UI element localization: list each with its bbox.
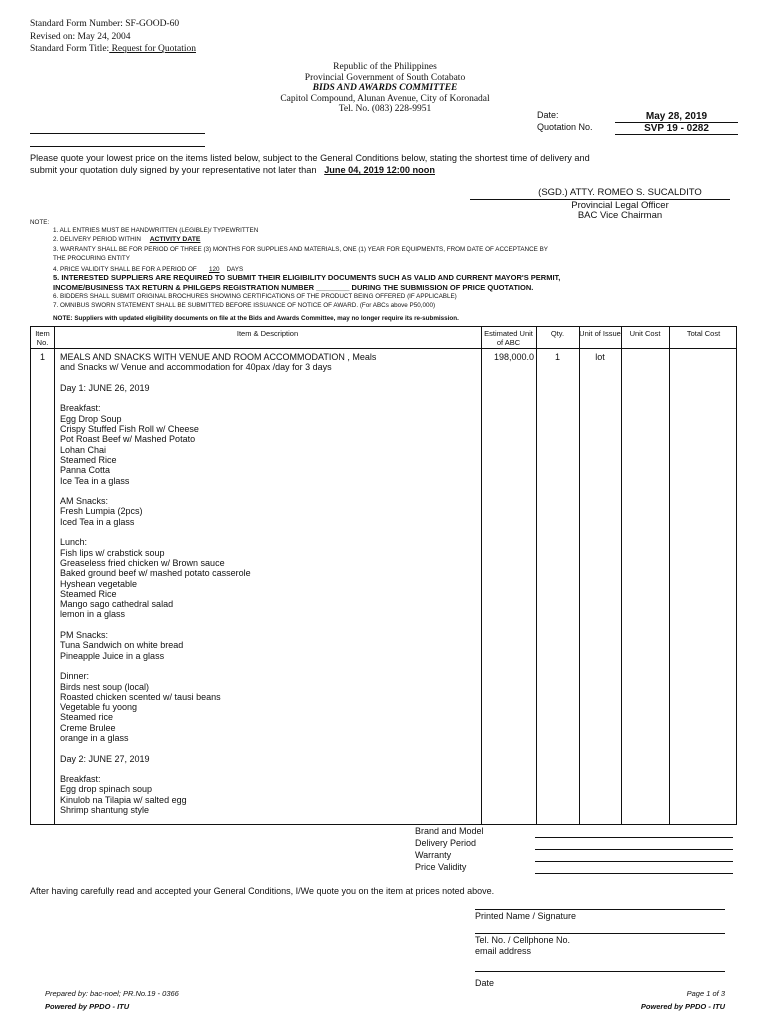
qty-cell: 1 [554, 352, 560, 362]
description-line: Day 1: JUNE 26, 2019 [60, 382, 150, 393]
note-3a: 3. WARRANTY SHALL BE FOR PERIOD OF THREE (3) MONTHS FOR SUPPLIES AND MATERIALS, ONE (1) YEAR FOR EQUIPMENTS, FROM DATE OF ACCEPTANCE BY [53, 246, 548, 254]
description-line: Fish lips w/ crabstick soup [60, 547, 165, 558]
powered-by-right: Powered by PPDO - ITU [640, 1002, 725, 1011]
note-1: 1. ALL ENTRIES MUST BE HANDWRITTEN (LEGIBLE)/ TYPEWRITTEN [53, 227, 259, 235]
col-divider-4 [579, 327, 580, 824]
description-line: Crispy Stuffed Fish Roll w/ Cheese [60, 424, 199, 435]
description-line: Birds nest soup (local) [60, 681, 150, 692]
acceptance-statement: After having carefully read and accepted your General Conditions, I/We quote you on the item at prices noted above. [30, 886, 495, 896]
agency-committee: BIDS AND AWARDS COMMITTEE [312, 83, 458, 93]
prepared-by: Prepared by: bac-noel; PR.No.19 - 0366 [45, 989, 179, 998]
description-line [60, 764, 478, 774]
form-header [30, 18, 196, 56]
description-line: Day 2: JUNE 27, 2019 [60, 753, 150, 764]
agency-tel: Tel. No. (083) 228-9951 [338, 104, 432, 114]
supplier-name-line [30, 133, 205, 134]
col-divider-2 [481, 327, 482, 824]
intro-text [30, 152, 690, 176]
date-sign-label: Date [475, 978, 495, 988]
note-7: 7. OMNIBUS SWORN STATEMENT SHALL BE SUBMITTED BEFORE ISSUANCE OF NOTICE OF AWARD. (For ABCs above P50,000) [53, 301, 436, 309]
description-line: Vegetable fu yoong [60, 702, 138, 713]
items-table [30, 326, 737, 825]
th-item-no: Item No. [35, 329, 50, 347]
description-line: Steamed rice [60, 712, 114, 723]
quotation-value: SVP 19 - 0282 [615, 123, 738, 135]
description-line: Breakfast: [60, 403, 101, 414]
description-cell [60, 352, 478, 815]
tel-label: Tel. No. / Cellphone No. [475, 935, 571, 945]
description-line: Lunch: [60, 537, 88, 548]
note-3b: THE PROCURING ENTITY [53, 254, 130, 262]
th-unit-cost: Unit Cost [629, 329, 661, 338]
brand-label: Brand and Model [415, 826, 484, 836]
warranty-label: Warranty [415, 850, 452, 860]
description-line: Shrimp shantung style [60, 805, 150, 816]
date-label: Date: [537, 110, 559, 120]
signature-line [475, 909, 725, 910]
estimated-cell: 198,000.0 [493, 352, 534, 362]
quotation-label: Quotation No. [537, 122, 593, 132]
agency-block [200, 62, 570, 115]
description-line: Fresh Lumpia (2pcs) [60, 506, 143, 517]
description-line: Lohan Chai [60, 444, 107, 455]
validity-line [535, 873, 733, 874]
page-number: Page 1 of 3 [686, 989, 725, 998]
agency-line-2: Provincial Government of South Cotabato [304, 72, 466, 83]
brand-line [535, 837, 733, 838]
description-line: Panna Cotta [60, 465, 111, 476]
description-line: orange in a glass [60, 732, 129, 743]
description-line: Greaseless fried chicken w/ Brown sauce [60, 557, 225, 568]
description-line: MEALS AND SNACKS WITH VENUE AND ROOM ACCOMMODATION , Meals [60, 352, 377, 362]
description-line: Iced Tea in a glass [60, 516, 135, 527]
th-unit-of-issue: Unit of Issue [579, 329, 621, 338]
description-line: Baked ground beef w/ mashed potato casserole [60, 568, 251, 579]
description-line: Egg drop spinach soup [60, 784, 153, 795]
description-line: Steamed Rice [60, 454, 117, 465]
note-5b: INCOME/BUSINESS TAX RETURN & PHILGEPS REGISTRATION NUMBER ________ DURING THE SUBMISSION OF PRICE QUOTATION. [53, 282, 534, 292]
col-divider-6 [669, 327, 670, 824]
th-qty: Qty. [550, 329, 565, 338]
description-line: and Snacks w/ Venue and accommodation for 40pax /day for 3 days [60, 362, 332, 373]
description-line: Pot Roast Beef w/ Mashed Potato [60, 434, 196, 445]
description-line: Roasted chicken scented w/ tausi beans [60, 691, 221, 702]
col-divider-1 [54, 327, 55, 824]
description-line [60, 373, 478, 383]
delivery-line [535, 849, 733, 850]
description-line: lemon in a glass [60, 609, 126, 620]
signatory-name: (SGD.) ATTY. ROMEO S. SUCALDITO [538, 187, 702, 198]
description-line: Creme Brulee [60, 722, 116, 733]
deadline: June 04, 2019 12:00 noon [324, 165, 435, 175]
note-4: 4. PRICE VALIDITY SHALL BE FOR A PERIOD OF 120 DAYS [53, 266, 244, 274]
notes-heading: NOTE: [30, 219, 50, 226]
validity-label: Price Validity [415, 862, 467, 872]
printed-name-label: Printed Name / Signature [475, 911, 577, 921]
intro-line-1: Please quote your lowest price on the items listed below, subject to the General Conditions below, stating the shortest time of delivery and [30, 153, 590, 163]
powered-by-left: Powered by PPDO - ITU [45, 1002, 130, 1011]
signatory-position-2: BAC Vice Chairman [577, 210, 663, 221]
warranty-line [535, 861, 733, 862]
description-line: Pineapple Juice in a glass [60, 650, 165, 661]
agency-address: Capitol Compound, Alunan Avenue, City of Koronadal [280, 93, 490, 104]
header-divider [31, 348, 736, 349]
description-line [60, 486, 478, 496]
intro-line-2: submit your quotation duly signed by your representative not later than June 04, 2019 12:00 noon [30, 165, 435, 175]
note-6: 6. BIDDERS SHALL SUBMIT ORIGINAL BROCHURES SHOWING CERTIFICATIONS OF THE PRODUCT BEING OFFERED (IF APPLICABLE) [53, 293, 457, 301]
description-line [60, 527, 478, 537]
description-line: Dinner: [60, 671, 90, 682]
description-line [60, 743, 478, 753]
note-5a: 5. INTERESTED SUPPLIERS ARE REQUIRED TO SUBMIT THEIR ELIGIBILITY DOCUMENTS SUCH AS VALID AND CURRENT MAYOR'S PERMIT, [53, 273, 561, 283]
date-value: May 28, 2019 [615, 111, 738, 123]
revised-date: Revised on: May 24, 2004 [30, 31, 131, 42]
description-line [60, 661, 478, 671]
col-divider-5 [621, 327, 622, 824]
description-line: Hyshean vegetable [60, 578, 138, 589]
signatory-position-1: Provincial Legal Officer [571, 200, 669, 211]
notes-block [30, 219, 730, 323]
description-line: Breakfast: [60, 774, 101, 785]
date-line [475, 971, 725, 972]
item-no-cell: 1 [39, 352, 45, 362]
form-number: Standard Form Number: SF-GOOD-60 [30, 19, 180, 29]
agency-line-1: Republic of the Philippines [333, 62, 437, 72]
th-total-cost: Total Cost [686, 329, 721, 338]
description-line: PM Snacks: [60, 630, 109, 641]
description-line: Egg Drop Soup [60, 413, 122, 424]
description-line [60, 620, 478, 630]
description-line: Ice Tea in a glass [60, 475, 130, 486]
email-label: email address [475, 946, 532, 956]
description-line: Mango sago cathedral salad [60, 599, 174, 610]
description-line [60, 393, 478, 403]
description-line: Tuna Sandwich on white bread [60, 640, 184, 651]
description-line: Steamed Rice [60, 588, 117, 599]
supplier-address-line [30, 146, 205, 147]
description-line: AM Snacks: [60, 496, 109, 507]
delivery-label: Delivery Period [415, 838, 477, 848]
bold-note: NOTE: Suppliers with updated eligibility documents on file at the Bids and Awards Committee, may no longer require its re-submission. [53, 315, 459, 323]
th-estimated: Estimated Unit of ABC [484, 329, 533, 347]
tel-line [475, 933, 725, 934]
description-line: Kinulob na Tilapia w/ salted egg [60, 794, 187, 805]
col-divider-3 [536, 327, 537, 824]
unit-cell: lot [595, 352, 605, 362]
th-description: Item & Description [236, 329, 299, 338]
note-2: 2. DELIVERY PERIOD WITHIN ACTIVITY DATE [53, 235, 201, 243]
form-title: Standard Form Title: Request for Quotation [30, 44, 196, 54]
